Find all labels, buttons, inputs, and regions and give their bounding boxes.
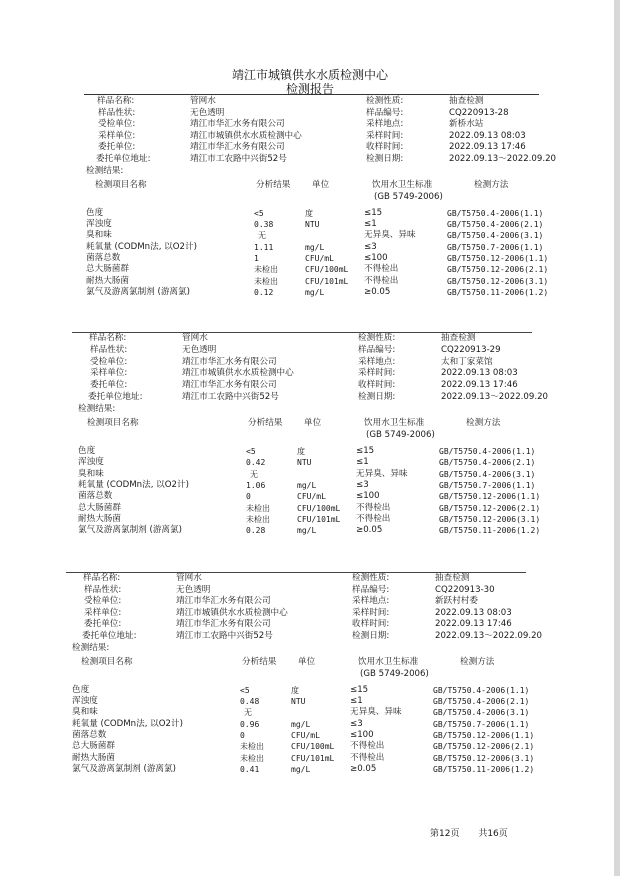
item-standard: 不得检出 <box>350 741 385 752</box>
item-standard: 无异臭、异味 <box>364 230 416 241</box>
col-standard-header: 饮用水卫生标准 <box>358 656 419 667</box>
item-method: GB/T5750.12-2006(3.1) <box>433 753 535 763</box>
item-unit: mg/L <box>297 481 317 491</box>
item-unit: mg/L <box>291 765 311 775</box>
value-sample-name: 管网水 <box>190 96 216 106</box>
value-client-address: 靖江市工农路中兴街52号 <box>176 631 273 641</box>
item-standard: ≥0.05 <box>350 764 377 775</box>
item-result: 0 <box>240 731 245 740</box>
value-receive-time: 2022.09.13 17:46 <box>441 380 518 391</box>
item-unit: mg/L <box>305 288 325 298</box>
item-unit: CFU/mL <box>291 731 320 740</box>
item-name: 总大肠菌群 <box>78 502 121 513</box>
value-test-date: 2022.09.13～2022.09.20 <box>449 154 557 164</box>
value-sampling-site: 太和丁家菜馆 <box>441 356 493 367</box>
label-client-unit: 委托单位: <box>84 619 122 630</box>
item-method: GB/T5750.4-2006(3.1) <box>439 469 536 479</box>
item-unit: 度 <box>291 685 299 695</box>
value-client-unit: 靖江市华汇水务有限公司 <box>176 619 271 630</box>
item-unit: 度 <box>305 208 313 218</box>
results-heading: 检测结果: <box>86 165 124 176</box>
item-unit: NTU <box>297 458 312 468</box>
item-name: 浑浊度 <box>86 218 112 229</box>
label-sampling-unit: 采样单位: <box>98 130 136 141</box>
item-result: 无 <box>258 231 266 241</box>
item-standard: ≤1 <box>364 218 377 229</box>
value-inspected-unit: 靖江市华汇水务有限公司 <box>176 596 271 607</box>
item-name: 氯气及游离氯制剂 (游离氯) <box>72 764 176 775</box>
results-heading: 检测结果: <box>78 403 116 414</box>
item-standard: ≤15 <box>350 684 369 695</box>
value-inspected-unit: 靖江市华汇水务有限公司 <box>182 356 277 367</box>
results-heading: 检测结果: <box>72 642 110 653</box>
value-sampling-unit: 靖江市城镇供水水质检测中心 <box>176 607 288 618</box>
item-standard: ≤1 <box>350 695 363 706</box>
label-test-date: 检测日期: <box>366 154 404 164</box>
item-method: GB/T5750.11-2006(1.2) <box>433 765 535 775</box>
item-unit: CFU/mL <box>297 492 326 502</box>
col-standard-code: (GB 5749-2006) <box>374 191 443 202</box>
label-receive-time: 收样时间: <box>352 619 390 630</box>
page-footer <box>430 826 524 839</box>
item-unit: mg/L <box>291 719 311 729</box>
value-sampling-site: 新桥水站 <box>449 119 484 130</box>
page-total: 共16页 <box>478 829 508 839</box>
item-method: GB/T5750.11-2006(1.2) <box>447 288 549 298</box>
item-method: GB/T5750.4-2006(1.1) <box>439 446 536 456</box>
label-inspected-unit: 受检单位: <box>98 119 136 130</box>
item-method: GB/T5750.4-2006(1.1) <box>447 208 544 218</box>
item-unit: CFU/101mL <box>297 515 341 525</box>
item-standard: 不得检出 <box>356 502 391 513</box>
label-sample-no: 样品编号: <box>358 344 396 355</box>
value-sample-trait: 无色透明 <box>182 344 217 355</box>
item-method: GB/T5750.4-2006(1.1) <box>433 685 530 695</box>
item-method: GB/T5750.4-2006(2.1) <box>433 696 530 706</box>
item-unit: NTU <box>305 219 320 229</box>
item-result: 0.28 <box>246 526 266 536</box>
center-name: 靖江市城镇供水水质检测中心 <box>231 68 388 82</box>
value-receive-time: 2022.09.13 17:46 <box>435 619 512 630</box>
item-result: 0.42 <box>246 458 266 468</box>
item-method: GB/T5750.12-2006(1.1) <box>433 731 535 740</box>
item-name: 臭和味 <box>78 468 104 479</box>
col-method-header: 检测方法 <box>474 179 509 190</box>
col-item-header: 检测项目名称 <box>95 179 147 190</box>
item-unit: CFU/mL <box>305 254 334 263</box>
item-method: GB/T5750.7-2006(1.1) <box>447 242 544 252</box>
item-result: <5 <box>240 685 250 695</box>
item-result: 未检出 <box>254 265 278 275</box>
value-sampling-time: 2022.09.13 08:03 <box>441 368 518 379</box>
item-standard: ≥0.05 <box>364 287 391 298</box>
label-test-nature: 检测性质: <box>358 333 396 343</box>
title-rule <box>84 94 539 95</box>
col-method-header: 检测方法 <box>460 656 495 667</box>
item-result: 0 <box>246 492 251 502</box>
item-unit: CFU/101mL <box>291 753 335 763</box>
item-standard: 不得检出 <box>350 752 385 763</box>
item-name: 耐热大肠菌 <box>72 752 115 763</box>
item-standard: ≤3 <box>356 480 369 491</box>
item-standard: ≤3 <box>350 718 363 729</box>
value-client-address: 靖江市工农路中兴街52号 <box>182 392 279 403</box>
item-method: GB/T5750.12-2006(1.1) <box>439 492 541 502</box>
col-result-header: 分析结果 <box>242 656 277 667</box>
item-name: 浑浊度 <box>72 695 98 706</box>
value-sampling-time: 2022.09.13 08:03 <box>435 607 512 618</box>
item-name: 色度 <box>78 445 96 456</box>
value-sampling-unit: 靖江市城镇供水水质检测中心 <box>182 368 294 379</box>
value-sampling-time: 2022.09.13 08:03 <box>449 130 526 141</box>
item-name: 浑浊度 <box>78 457 104 468</box>
item-name: 氯气及游离氯制剂 (游离氯) <box>86 287 190 298</box>
item-method: GB/T5750.12-2006(1.1) <box>447 254 549 263</box>
value-sample-no: CQ220913-29 <box>441 344 501 355</box>
item-result: <5 <box>246 446 256 456</box>
value-sampling-site: 新跃村村委 <box>435 596 478 607</box>
item-standard: 无异臭、异味 <box>350 707 402 718</box>
item-standard: ≤100 <box>356 491 380 502</box>
value-sample-trait: 无色透明 <box>190 107 225 118</box>
label-sampling-unit: 采样单位: <box>84 607 122 618</box>
scan-edge <box>614 0 620 876</box>
item-method: GB/T5750.4-2006(3.1) <box>447 231 544 241</box>
item-result: 未检出 <box>240 753 264 763</box>
label-sampling-site: 采样地点: <box>366 119 404 130</box>
item-unit: mg/L <box>305 242 325 252</box>
item-method: GB/T5750.4-2006(2.1) <box>439 458 536 468</box>
col-unit-header: 单位 <box>312 179 330 190</box>
item-method: GB/T5750.4-2006(3.1) <box>433 708 530 718</box>
value-receive-time: 2022.09.13 17:46 <box>449 142 526 153</box>
item-standard: ≥0.05 <box>356 525 383 536</box>
value-client-unit: 靖江市华汇水务有限公司 <box>182 380 277 391</box>
label-test-date: 检测日期: <box>358 392 396 403</box>
label-sampling-site: 采样地点: <box>358 356 396 367</box>
item-method: GB/T5750.11-2006(1.2) <box>439 526 541 536</box>
item-result: 0.48 <box>240 696 260 706</box>
label-sample-trait: 样品性状: <box>90 344 128 355</box>
col-item-header: 检测项目名称 <box>81 656 133 667</box>
value-test-date: 2022.09.13～2022.09.20 <box>435 631 543 641</box>
item-method: GB/T5750.7-2006(1.1) <box>439 481 536 491</box>
item-result: 无 <box>250 469 258 479</box>
item-name: 臭和味 <box>86 230 112 241</box>
item-standard: 不得检出 <box>356 514 391 525</box>
item-result: 无 <box>244 708 252 718</box>
item-result: <5 <box>254 208 264 218</box>
col-standard-code: (GB 5749-2006) <box>366 429 435 440</box>
label-client-address: 委托单位地址: <box>82 631 137 641</box>
item-standard: 无异臭、异味 <box>356 468 408 479</box>
item-result: 0.96 <box>240 719 260 729</box>
item-standard: ≤100 <box>350 730 374 740</box>
label-inspected-unit: 受检单位: <box>90 356 128 367</box>
label-sampling-time: 采样时间: <box>358 368 396 379</box>
item-standard: ≤100 <box>364 253 388 263</box>
item-name: 总大肠菌群 <box>86 264 129 275</box>
item-name: 耗氧量 (CODMn法, 以O2计) <box>72 718 183 729</box>
item-result: 未检出 <box>246 503 270 513</box>
item-standard: 不得检出 <box>364 264 399 275</box>
value-sample-no: CQ220913-28 <box>449 107 509 118</box>
label-receive-time: 收样时间: <box>366 142 404 153</box>
label-receive-time: 收样时间: <box>358 380 396 391</box>
value-client-unit: 靖江市华汇水务有限公司 <box>190 142 285 153</box>
item-unit: CFU/100mL <box>305 265 349 275</box>
item-unit: CFU/101mL <box>305 276 349 286</box>
item-standard: 不得检出 <box>364 275 399 286</box>
value-sample-trait: 无色透明 <box>176 584 211 595</box>
col-standard-code: (GB 5749-2006) <box>360 668 429 679</box>
item-method: GB/T5750.12-2006(2.1) <box>439 503 541 513</box>
item-result: 0.12 <box>254 288 274 298</box>
item-method: GB/T5750.4-2006(2.1) <box>447 219 544 229</box>
item-name: 耐热大肠菌 <box>78 514 121 525</box>
item-name: 色度 <box>72 684 90 695</box>
page-number: 第12页 <box>430 829 460 839</box>
col-result-header: 分析结果 <box>256 179 291 190</box>
item-name: 耗氧量 (CODMn法, 以O2计) <box>86 241 197 252</box>
value-sample-name: 管网水 <box>176 573 202 583</box>
item-name: 臭和味 <box>72 707 98 718</box>
item-name: 菌落总数 <box>86 253 121 263</box>
value-client-address: 靖江市工农路中兴街52号 <box>190 154 287 164</box>
value-sample-no: CQ220913-30 <box>435 584 495 595</box>
item-unit: CFU/100mL <box>291 742 335 752</box>
item-standard: ≤3 <box>364 241 377 252</box>
item-method: GB/T5750.7-2006(1.1) <box>433 719 530 729</box>
value-test-nature: 抽查检测 <box>435 573 470 583</box>
col-standard-header: 饮用水卫生标准 <box>364 417 425 428</box>
item-unit: 度 <box>297 446 305 456</box>
label-sampling-unit: 采样单位: <box>90 368 128 379</box>
value-test-nature: 抽查检测 <box>449 96 484 106</box>
label-test-nature: 检测性质: <box>352 573 390 583</box>
item-result: 0.41 <box>240 765 260 775</box>
label-sample-no: 样品编号: <box>366 107 404 118</box>
value-sample-name: 管网水 <box>182 333 208 343</box>
label-sample-trait: 样品性状: <box>98 107 136 118</box>
col-unit-header: 单位 <box>304 417 322 428</box>
item-unit: mg/L <box>297 526 317 536</box>
item-result: 1.06 <box>246 481 266 491</box>
col-unit-header: 单位 <box>298 656 316 667</box>
item-name: 氯气及游离氯制剂 (游离氯) <box>78 525 182 536</box>
label-sample-name: 样品名称: <box>89 333 127 343</box>
col-item-header: 检测项目名称 <box>87 417 139 428</box>
label-test-nature: 检测性质: <box>366 96 404 106</box>
label-sampling-time: 采样时间: <box>366 130 404 141</box>
value-inspected-unit: 靖江市华汇水务有限公司 <box>190 119 285 130</box>
item-result: 1 <box>254 254 259 263</box>
label-sample-name: 样品名称: <box>97 96 135 106</box>
item-result: 1.11 <box>254 242 274 252</box>
label-sample-name: 样品名称: <box>83 573 121 583</box>
label-sampling-site: 采样地点: <box>352 596 390 607</box>
item-name: 总大肠菌群 <box>72 741 115 752</box>
item-name: 菌落总数 <box>72 730 107 740</box>
item-standard: ≤15 <box>364 207 383 218</box>
value-test-nature: 抽查检测 <box>441 333 476 343</box>
item-method: GB/T5750.12-2006(2.1) <box>433 742 535 752</box>
item-result: 未检出 <box>246 515 270 525</box>
value-sampling-unit: 靖江市城镇供水水质检测中心 <box>190 130 302 141</box>
label-client-address: 委托单位地址: <box>88 392 143 403</box>
item-name: 色度 <box>86 207 104 218</box>
label-sampling-time: 采样时间: <box>352 607 390 618</box>
item-result: 未检出 <box>240 742 264 752</box>
label-test-date: 检测日期: <box>352 631 390 641</box>
label-inspected-unit: 受检单位: <box>84 596 122 607</box>
item-name: 菌落总数 <box>78 491 113 502</box>
item-method: GB/T5750.12-2006(2.1) <box>447 265 549 275</box>
col-standard-header: 饮用水卫生标准 <box>372 179 433 190</box>
value-test-date: 2022.09.13～2022.09.20 <box>441 392 549 403</box>
item-method: GB/T5750.12-2006(3.1) <box>439 515 541 525</box>
col-method-header: 检测方法 <box>466 417 501 428</box>
item-standard: ≤1 <box>356 457 369 468</box>
col-result-header: 分析结果 <box>248 417 283 428</box>
report-title: 检测报告 <box>285 82 334 96</box>
item-standard: ≤15 <box>356 445 375 456</box>
item-result: 未检出 <box>254 276 278 286</box>
item-unit: CFU/100mL <box>297 503 341 513</box>
label-client-address: 委托单位地址: <box>96 154 151 164</box>
item-unit: NTU <box>291 696 306 706</box>
item-method: GB/T5750.12-2006(3.1) <box>447 276 549 286</box>
label-sample-trait: 样品性状: <box>84 584 122 595</box>
item-name: 耐热大肠菌 <box>86 275 129 286</box>
label-sample-no: 样品编号: <box>352 584 390 595</box>
label-client-unit: 委托单位: <box>90 380 128 391</box>
label-client-unit: 委托单位: <box>98 142 136 153</box>
item-result: 0.38 <box>254 219 274 229</box>
item-name: 耗氧量 (CODMn法, 以O2计) <box>78 480 189 491</box>
